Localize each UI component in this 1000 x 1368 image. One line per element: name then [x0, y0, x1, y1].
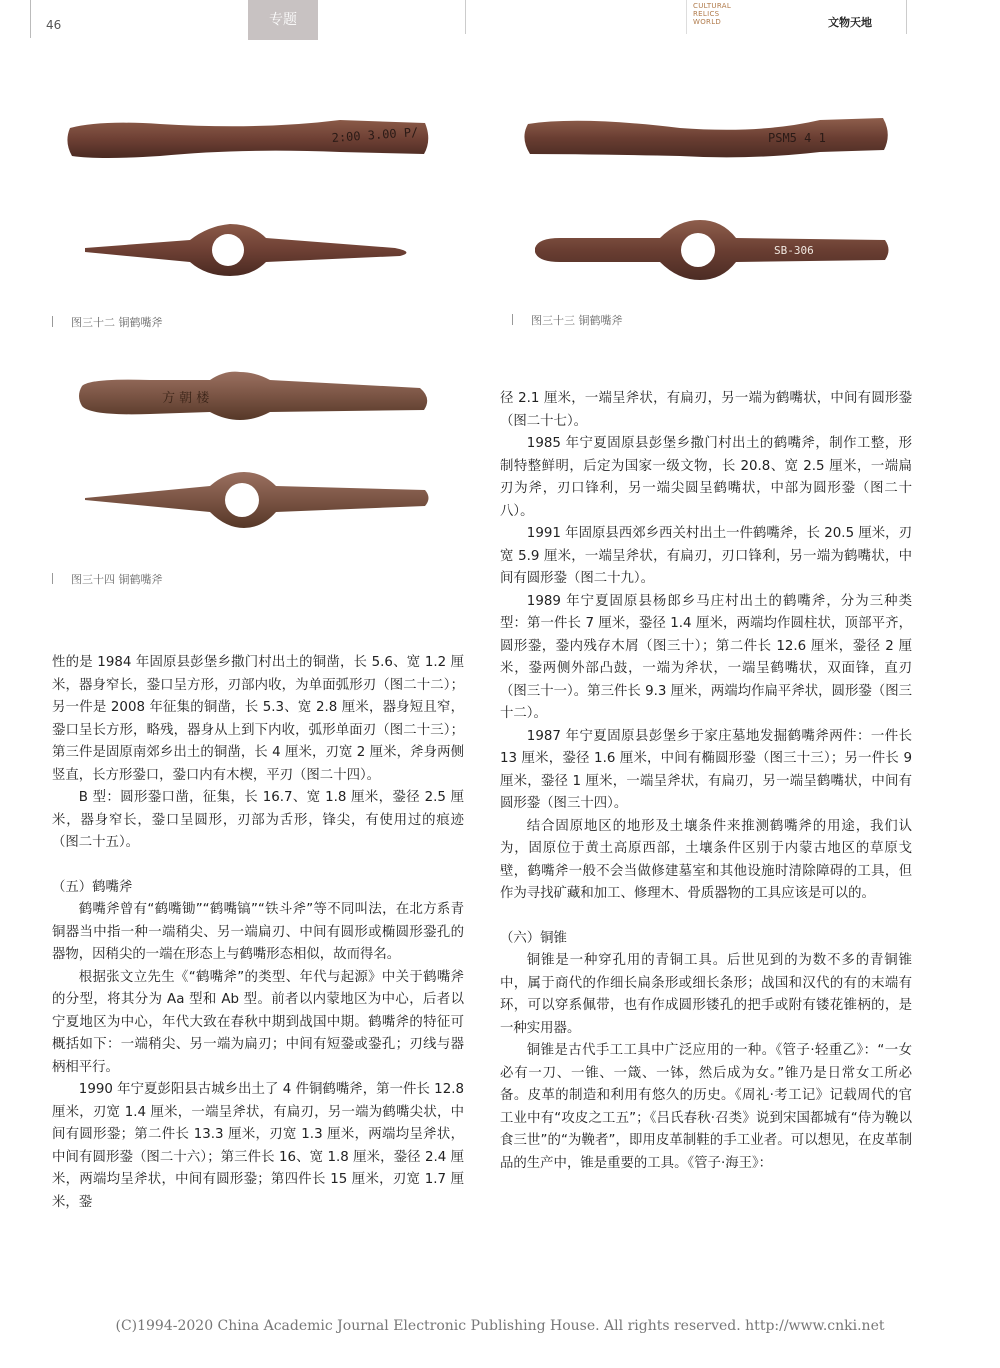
caption-bar: [512, 314, 513, 325]
inscription-32: 2:00 3.00 P/: [331, 124, 419, 145]
figure-34-caption-text: 图三十四 铜鹤嘴斧: [71, 573, 163, 586]
figure-33-photo: [500, 90, 920, 310]
left-paragraph-5: 1990 年宁夏彭阳县古城乡出土了 4 件铜鹤嘴斧，第一件长 12.8 厘米，刃宽 1.4 厘米，一端呈斧状，有扁刃，另一端为鹤嘴尖状，中间有圆形銎；第二件长 13.3 厘米，刃宽 1.3 厘米，两端均呈斧状，中间有圆形銎（图二十六）；第三件长 16、宽 1.8 厘米，銎径 2.4 厘米，两端均呈斧状，中间有圆形銎；第四件长 15 厘米，刃宽 1.7 厘米，銎: [52, 1082, 464, 1210]
right-paragraph-2: 1985 年宁夏固原县彭堡乡撒门村出土的鹤嘴斧，制作工整，形制特整鲜明，后定为国家一级文物，长 20.8、宽 2.5 厘米，一端扁刃为斧，刃口锋利，另一端尖圆呈鹤嘴状，中部为圆形銎（图二十八）。: [500, 436, 912, 519]
right-paragraph-5: 1987 年宁夏固原县彭堡乡于家庄墓地发掘鹤嘴斧两件：一件长 13 厘米，銎径 1.6 厘米，中间有椭圆形銎（图三十三）；另一件长 9 厘米，銎径 1 厘米，一端呈斧状，有扁刃，另一端呈鹤嘴状，中间有圆形銎（图三十四）。: [500, 728, 912, 811]
pickaxe-bottom: [535, 220, 889, 280]
left-paragraph-2: B 型：圆形銎口凿，征集，长 16.7、宽 1.8 厘米，銎径 2.5 厘米，器身窄长，銎口呈圆形，刃部为舌形，锋尖，有使用过的痕迹（图二十五）。: [52, 790, 464, 850]
page-number: 46: [46, 18, 62, 32]
left-paragraph-4: 根据张文立先生《“鹤嘴斧”的类型、年代与起源》中关于鹤嘴斧的分型，将其分为 Aa 型和 Ab 型。前者以内蒙地区为中心，后者以宁夏地区为中心，年代大致在春秋中期到战国中期。鹤嘴斧的特征可概括如下：一端稍尖、另一端为扁刃；中间有短銎或銎孔；刃线与器柄相平行。: [52, 969, 464, 1075]
figure-33-caption: [512, 312, 623, 328]
right-paragraph-8: 铜锥是古代手工工具中广泛应用的一种。《管子·轻重乙》：“一女必有一刀、一锥、一箴、一钵，然后成为女。”锥乃是日常女工所必备。皮革的制造和利用有悠久的历史。《周礼·考工记》记载周代的官工业中有“攻皮之工五”；《吕氏春秋·召类》说到宋国都城有“侍为鞔以食三世”的“为鞔者”，即用皮革制鞋的手工业者。可以想见，在皮革制品的生产中，锥是重要的工具。《管子·海王》：: [500, 1043, 912, 1171]
pickaxe-bottom: [85, 472, 429, 528]
adze-bar-top: [524, 118, 887, 157]
section-heading-5: （五）鹤嘴斧: [52, 879, 133, 895]
adze-bar-top: [79, 372, 427, 420]
left-column: [52, 652, 464, 1214]
header-rule-right: [906, 0, 907, 34]
brand-en-line-2: RELICS: [693, 10, 720, 18]
right-paragraph-6: 结合固原地区的地形及土壤条件来推测鹤嘴斧的用途，我们认为，固原位于黄土高原西部，土壤条件区别于内蒙古地区的草原戈壁，鹤嘴斧一般不会当做修建墓室和其他设施时清除障碍的工具，但作为寻找矿藏和加工、修理木、骨质器物的工具应该是可以的。: [500, 818, 912, 901]
header-rule-center: [465, 0, 466, 34]
inscription-34: 方 朝 楼: [162, 391, 210, 406]
brand-chinese: 文物天地: [828, 16, 872, 29]
brand-divider: [686, 0, 687, 34]
brand-en-line-3: WORLD: [693, 18, 722, 26]
right-paragraph-4: 1989 年宁夏固原县杨郎乡马庄村出土的鹤嘴斧，分为三种类型：第一件长 7 厘米，銎径 1.4 厘米，两端均作圆柱状，顶部平齐，圆形銎，銎内残存木屑（图三十）；第二件长 12.6 厘米，銎径 2 厘米，銎两侧外部凸鼓，一端为斧状，一端呈鹤嘴状，双面锋，直刃（图三十一）。第三件长 9.3 厘米，两端均作扁平斧状，圆形銎（图三十二）。: [500, 593, 912, 721]
left-paragraph-1: 性的是 1984 年固原县彭堡乡撒门村出土的铜凿，长 5.6、宽 1.2 厘米，器身窄长，銎口呈方形，刃部内收，为单面弧形刃（图二十二）；另一件是 2008 年征集的铜凿，长 5.3、宽 2.8 厘米，器身短且窄，銎口呈长方形，略残，器身从上到下内收，弧形单面刃（图二十三）；第三件是固原南郊乡出土的铜凿，长 4 厘米，刃宽 2 厘米，斧身两侧竖直，长方形銎口，銎口内有木楔，平刃（图二十四）。: [52, 655, 464, 783]
copyright-footer: (C)1994-2020 China Academic Journal Electronic Publishing House. All rights reserved. http://www.cnki.net: [115, 1318, 885, 1334]
brand-en-line-1: CULTURAL: [693, 2, 732, 10]
caption-bar: [52, 573, 53, 584]
right-paragraph-3: 1991 年固原县西郊乡西关村出土一件鹤嘴斧，长 20.5 厘米，刃宽 5.9 厘米，一端呈斧状，有扁刃，刃口锋利，另一端为鹤嘴状，中间有圆形銎（图二十九）。: [500, 526, 912, 586]
right-paragraph-7: 铜锥是一种穿孔用的青铜工具。后世见到的为数不多的青铜锥中，属于商代的作细长扁条形或细长条形；战国和汉代的有的末端有环，可以穿系佩带，也有作成圆形镂孔的把手或附有镂花锥柄的，是一种实用器。: [500, 953, 912, 1036]
inscription-33-bottom: SB-306: [774, 244, 814, 257]
figure-34-photo: [40, 350, 460, 600]
caption-bar: [52, 316, 53, 327]
figure-32-photo: [40, 90, 460, 310]
section-heading-6: （六）铜锥: [500, 930, 567, 946]
left-paragraph-3: 鹤嘴斧曾有“鹤嘴锄”“鹤嘴镐”“铁斗斧”等不同叫法，在北方系青铜器当中指一种一端稍尖、另一端扁刃、中间有圆形或椭圆形銎孔的器物，因稍尖的一端在形态上与鹤嘴形态相似，故而得名。: [52, 902, 464, 962]
pickaxe-bottom: [85, 224, 406, 276]
section-tag: 专题: [248, 0, 318, 40]
header-rule-left: [30, 0, 31, 38]
right-column: [500, 388, 912, 1175]
figure-32-caption-text: 图三十二 铜鹤嘴斧: [71, 316, 163, 329]
right-paragraph-1: 径 2.1 厘米，一端呈斧状，有扁刃，另一端为鹤嘴状，中间有圆形銎（图二十七）。: [500, 391, 912, 429]
figure-34-caption: [52, 571, 163, 587]
brand-english: [693, 2, 731, 26]
figure-32-caption: [52, 314, 163, 330]
figure-33-caption-text: 图三十三 铜鹤嘴斧: [531, 314, 623, 327]
inscription-33-top: PSM5 4 1: [768, 131, 826, 145]
